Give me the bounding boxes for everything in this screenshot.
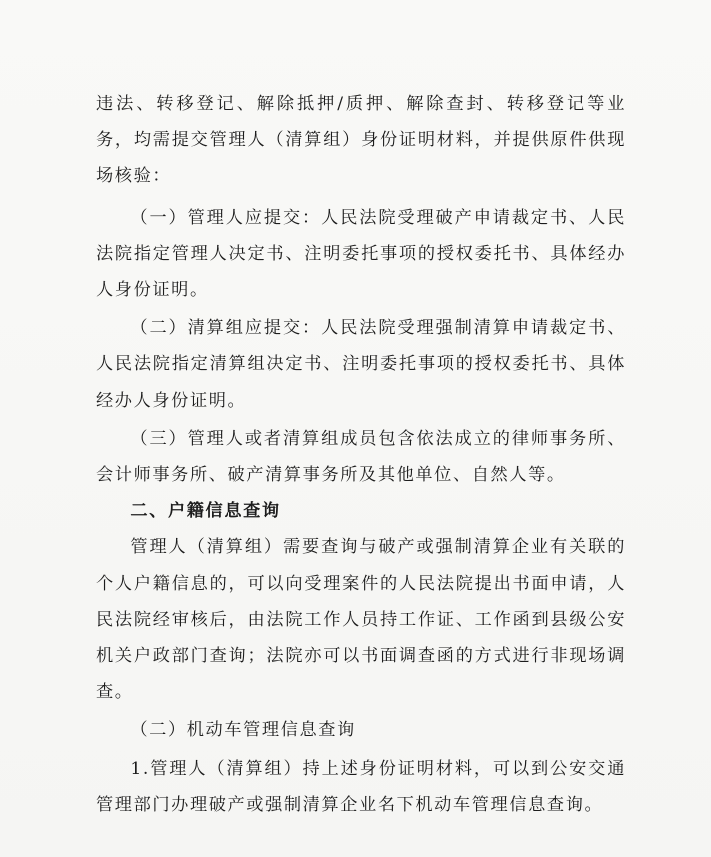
paragraph-liquidation-group-materials: （二）清算组应提交：人民法院受理强制清算申请裁定书、人民法院指定清算组决定书、注明委托事项的授权委托书、具体经办人身份证明。 (96, 318, 626, 411)
subsection-heading-vehicle-info: （二）机动车管理信息查询 (130, 720, 356, 741)
section-heading-household-registration: 二、户籍信息查询 (130, 501, 281, 522)
paragraph-administrator-materials: （一）管理人应提交：人民法院受理破产申请裁定书、人民法院指定管理人决定书、注明委托事项的授权委托书、具体经办人身份证明。 (96, 207, 626, 301)
paragraph-members: （三）管理人或者清算组成员包含依法成立的律师事务所、会计师事务所、破产清算事务所及其他单位、自然人等。 (96, 428, 626, 486)
paragraph-vehicle-info: 1.管理人（清算组）持上述身份证明材料，可以到公安交通管理部门办理破产或强制清算企业名下机动车管理信息查询。 (96, 758, 626, 815)
paragraph-continuation: 违法、转移登记、解除抵押/质押、解除查封、转移登记等业务，均需提交管理人（清算组）身份证明材料，并提供原件供现场核验： (96, 94, 626, 187)
document-body (96, 86, 626, 823)
paragraph-household-registration: 管理人（清算组）需要查询与破产或强制清算企业有关联的个人户籍信息的，可以向受理案件的人民法院提出书面申请，人民法院经审核后，由法院工作人员持工作证、工作函到县级公安机关户政部门查询；法院亦可以书面调查函的方式进行非现场调查。 (96, 537, 626, 703)
